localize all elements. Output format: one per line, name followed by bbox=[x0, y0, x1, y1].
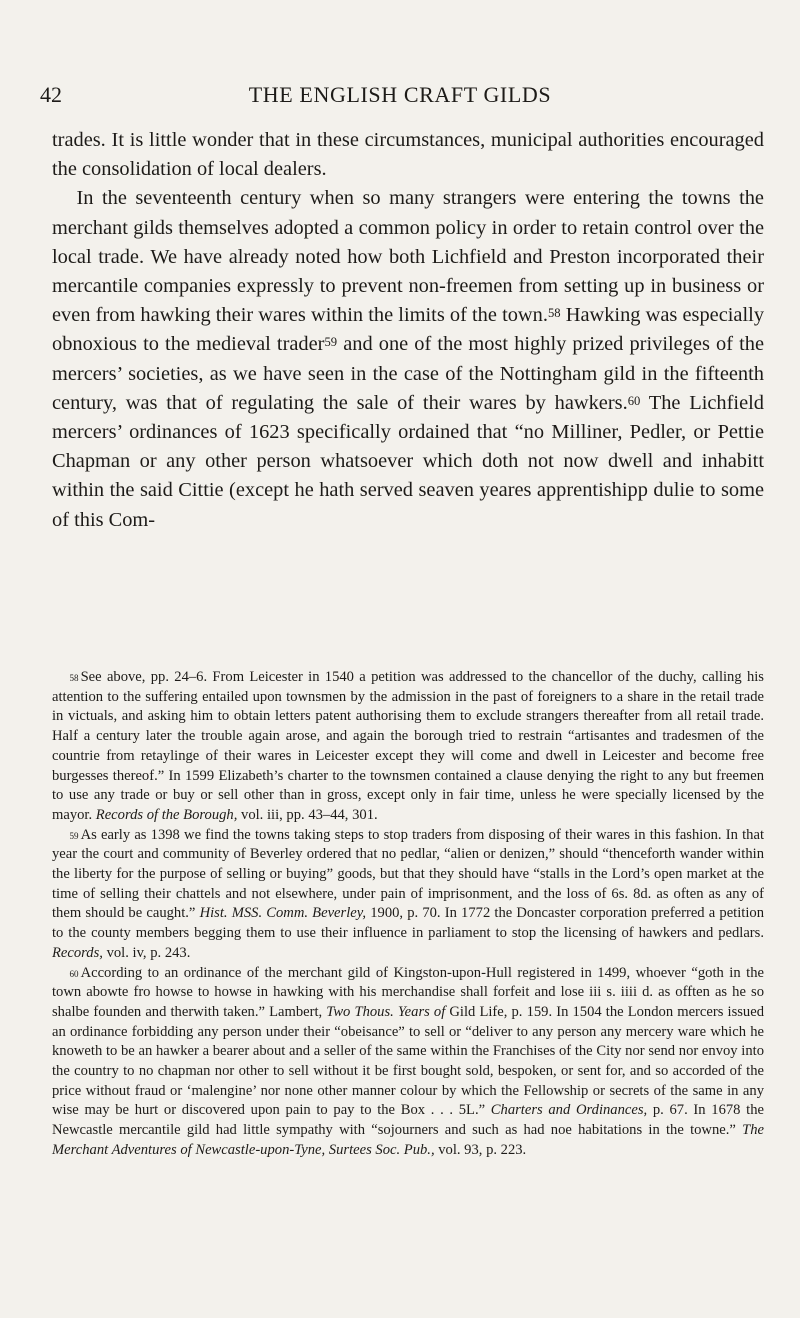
footnote-59-number: 59 bbox=[69, 830, 79, 841]
footnote-58-text: See above, pp. 24–6. From Leicester in 1540 a petition was addressed to the chancellor of the duchy, calling his attention to the suffering entailed upon townsmen by the admission in the past of foreigners to a share in the retail trade in victuals, and asking him to obtain letters patent authorising them to exclude strangers thereafter from all retail trade. Half a century later the trouble again arose, and again the borough tried to restrain “artisantes and tradesmen of the countrie from retaylinge of their wares in Leicester except they will come and dwell in Leicester and become free burgesses thereof.” In 1599 Elizabeth’s charter to the townsmen contained a clause denying the right to any but freemen to use any trade or buy or sell other than in gross, except only in fair time, unless he were specially licensed by the mayor. bbox=[52, 669, 764, 823]
footnote-ref-59: 59 bbox=[324, 335, 338, 350]
footnote-59 bbox=[52, 826, 764, 964]
paragraph-1 bbox=[52, 126, 764, 184]
footnote-60-text: According to an ordinance of the merchant gild of Kingston-upon-Hull registered in 1499, whoever “goth in the town abowte fro howse to howse in hawking with his merchandise shall forfeit and lose iii s. iiii d. as offten as he so shalbe founden and therwith taken.” Lambert, bbox=[52, 964, 764, 1020]
footnote-60-citation-3: The Merchant Adventures of Newcastle-upon-Tyne, Surtees Soc. Pub., bbox=[52, 1122, 764, 1158]
paragraph-2-text-a: In the seventeenth century when so many strangers were entering the towns the merchant gilds themselves adopted a common policy in order to retain control over the local trade. We have already noted how both Lichfield and Preston incorporated their mercantile companies expressly to prevent non-freemen from setting up in business or even from hawking their wares within the limits of the town. bbox=[52, 187, 764, 327]
footnotes bbox=[52, 668, 764, 1161]
footnote-60-citation-1: Two Thous. Years of bbox=[326, 1003, 446, 1020]
paragraph-2 bbox=[52, 184, 764, 534]
footnote-59-citation-2: Records, bbox=[52, 944, 103, 961]
paragraph-2-text-c: and one of the most highly prized privileges of the mercers’ societies, as we have seen in the case of the Nottingham gild in the fifteenth century, was that of regulating the sale of their wares by hawkers. bbox=[52, 333, 765, 414]
page-header bbox=[40, 82, 760, 112]
footnote-58 bbox=[52, 668, 764, 826]
footnote-59-text: As early as 1398 we find the towns taking steps to stop traders from disposing of their wares in this fashion. In that year the court and community of Beverley ordered that no pedlar, “alien or denizen,” should “thenceforth wander within the liberty for the purpose of selling or buying” goods, but that they should have “stalls in the Lord’s open market at the time of selling their chattels and not elsewhere, under pain of imprisonment, and the loss of 6s. 8d. as often as any of them should be caught.” bbox=[52, 826, 764, 922]
footnote-59-tail: vol. iv, p. 243. bbox=[102, 944, 191, 961]
footnote-60-middle-2: p. 67. In 1678 the Newcastle mercantile gild had little sympathy with “sojourners and such as had noe habitations in the towne.” bbox=[52, 1102, 764, 1139]
footnote-58-number: 58 bbox=[69, 673, 79, 683]
running-title: THE ENGLISH CRAFT GILDS bbox=[248, 82, 552, 107]
footnote-ref-60: 60 bbox=[627, 393, 641, 408]
footnote-59-citation-1: Hist. MSS. Comm. Beverley, bbox=[199, 905, 367, 922]
paragraph-2-text-b: Hawking was especially obnoxious to the medieval trader bbox=[52, 304, 765, 356]
paragraph-2-text-d: The Lichfield mercers’ ordinances of 1623 specifically ordained that “no Milliner, Pedler, or Pettie Chapman or any other person whatsoever which doth not now dwell and inhabitt within the said Cittie (except he hath served seaven yeares apprentishipp dulie to some of this Com- bbox=[52, 391, 764, 531]
paragraph-1-text: trades. It is little wonder that in these circumstances, municipal authorities encouraged the consolidation of local dealers. bbox=[52, 129, 764, 181]
footnote-ref-58: 58 bbox=[547, 306, 561, 321]
footnote-60-citation-2: Charters and Ordinances, bbox=[490, 1102, 648, 1119]
footnote-60-tail: vol. 93, p. 223. bbox=[434, 1141, 527, 1158]
footnote-58-citation: Records of the Borough, bbox=[95, 806, 238, 823]
main-text bbox=[52, 126, 764, 535]
footnote-60 bbox=[52, 964, 764, 1161]
page-number: 42 bbox=[40, 82, 62, 107]
footnote-59-middle: 1900, p. 70. In 1772 the Doncaster corporation preferred a petition to the county members begging them to use their influence in parliament to stop the licensing of hawkers and pedlars. bbox=[52, 905, 764, 942]
footnote-60-middle-1: Gild Life, p. 159. In 1504 the London mercers issued an ordinance forbidding any person under their “obeisance” to sell or “deliver to any person any mercery ware which he knoweth to be an hawker a bearer about and a seller of the same within the Franchises of the City nor send nor envoy into the country to no chapman nor other to sell without it be first bought sold, bespoken, or sent for, and so accorded of the price without fraud or ‘malengine’ nor none other manner colour by which the Fellowship or secrets of the same in any wise may be hurt or discovered upon pain to pay to the Box . . . 5L.” bbox=[52, 1003, 765, 1119]
footnote-58-tail: vol. iii, pp. 43–44, 301. bbox=[237, 806, 378, 823]
footnote-60-number: 60 bbox=[69, 968, 79, 979]
